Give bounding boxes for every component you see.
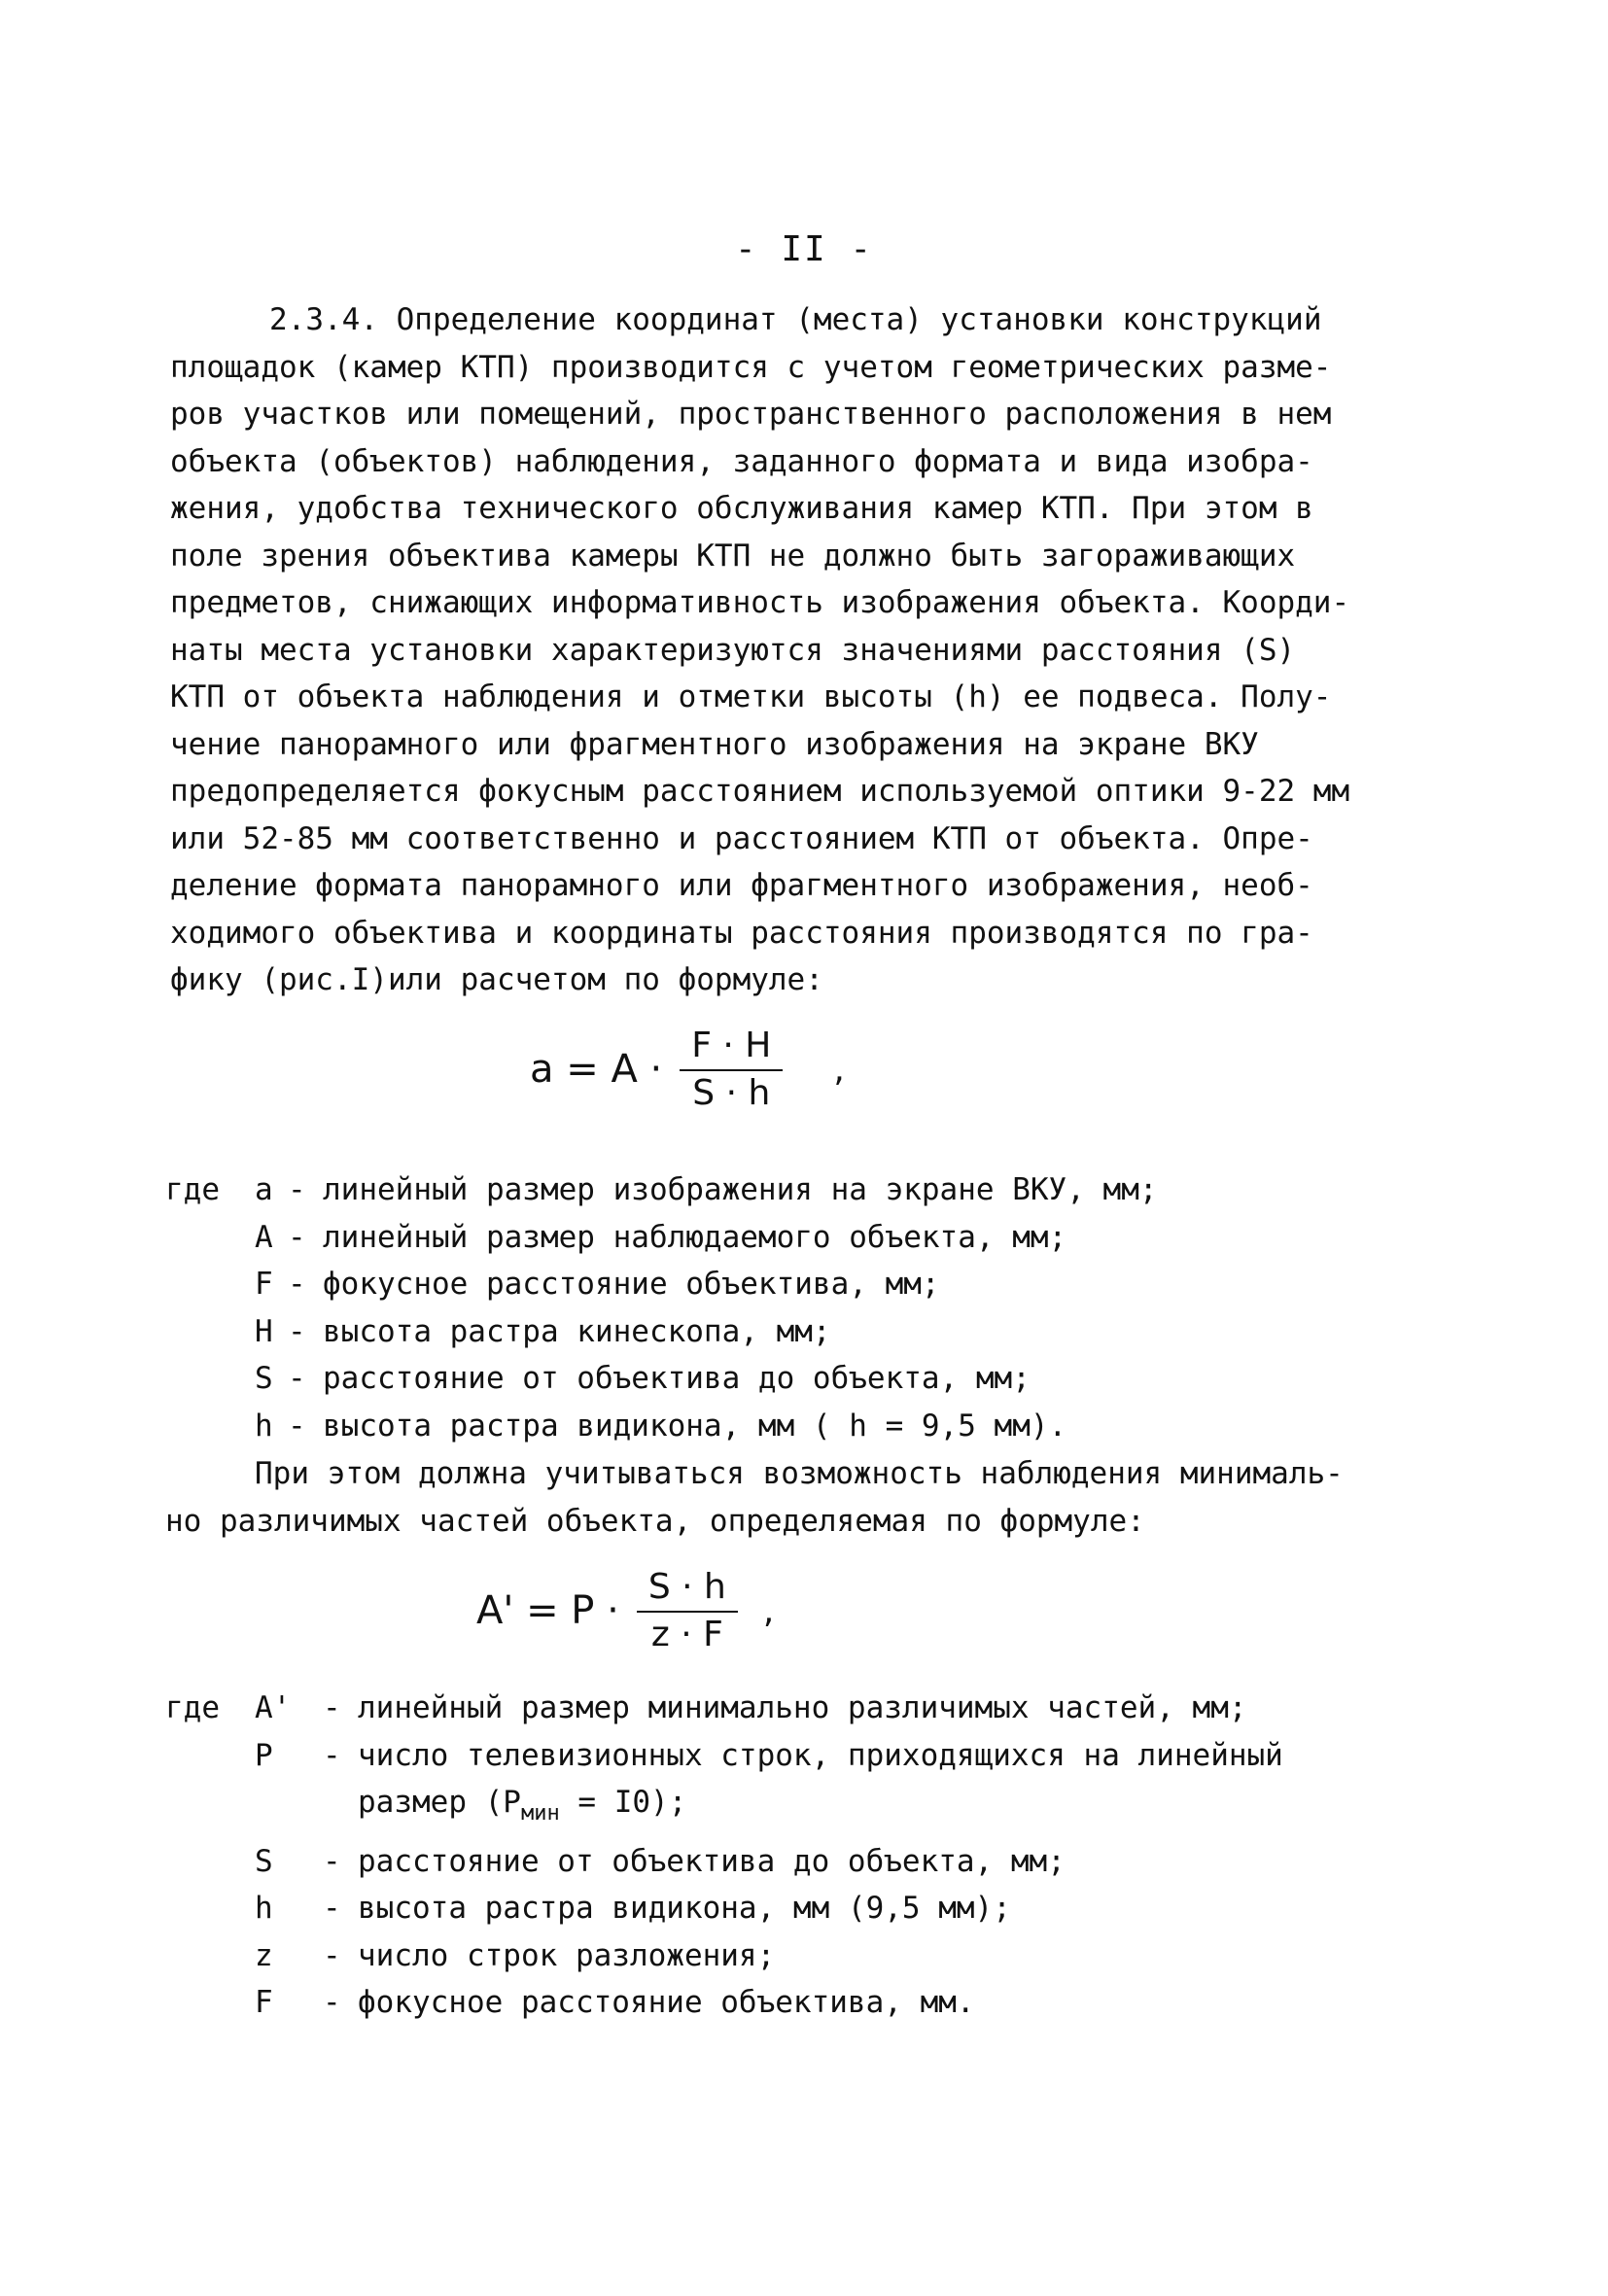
definition-row: h - высота растра видикона, мм (9,5 мм); — [165, 1885, 1283, 1932]
formula-2 — [476, 1567, 774, 1654]
definition-symbol: S — [255, 1361, 273, 1396]
definition-symbol: H — [255, 1313, 273, 1349]
formula-denominator: z · F — [650, 1615, 723, 1654]
definition-text: размер $(P_{мин} = I0)$; — [358, 1785, 687, 1826]
definition-row: z - число строк разложения; — [165, 1932, 1283, 1980]
text-line: объекта (объектов) наблюдения, заданного формата и вида изобра- — [170, 443, 1313, 479]
definition-text: число строк разложения; — [358, 1937, 776, 1973]
definition-symbol: P — [255, 1737, 273, 1773]
text-line: деление формата панорамного или фрагментного изображения, необ- — [170, 868, 1313, 903]
definition-symbol: z — [255, 1937, 273, 1973]
text-line: предметов, снижающих информативность изображения объекта. Коорди- — [170, 585, 1350, 620]
text-line: При этом должна учитываться возможность наблюдения минималь- — [255, 1456, 1344, 1491]
formula-fraction — [680, 1026, 783, 1113]
definition-row: S - расстояние от объектива до объекта, мм; — [165, 1355, 1158, 1403]
text-line: чение панорамного или фрагментного изображения на экране ВКУ — [170, 726, 1259, 762]
formula-lhs: a = A · — [530, 1047, 663, 1092]
formula-numerator: S · h — [637, 1567, 738, 1613]
definition-prefix: где — [165, 1690, 220, 1725]
definition-text: линейный размер изображения на экране ВКУ, мм; — [323, 1172, 1158, 1207]
text-line: поле зрения объектива камеры КТП не должно быть загораживающих — [170, 538, 1296, 574]
formula-fraction — [637, 1567, 738, 1654]
formula-punct: , — [833, 1049, 845, 1090]
text-line: фику (рис.I)или расчетом по формуле: — [170, 962, 823, 997]
definition-text: фокусное расстояние объектива, мм; — [323, 1267, 940, 1302]
definitions-2 — [165, 1685, 1283, 2027]
definition-text: расстояние от объектива до объекта, мм; — [358, 1843, 1066, 1879]
definition-row: F - фокусное расстояние объектива, мм. — [165, 1979, 1283, 2027]
text-line: ров участков или помещений, пространственного расположения в нем — [170, 397, 1332, 432]
definition-row: h - высота растра видикона, мм ( h = 9,5 мм). — [165, 1403, 1158, 1450]
formula-1 — [530, 1026, 845, 1113]
text-line: наты места установки характеризуются значениями расстояния (S) — [170, 632, 1296, 668]
definition-symbol: S — [255, 1843, 273, 1879]
definition-prefix: где — [165, 1172, 220, 1207]
subscript: мин — [520, 1801, 560, 1826]
definition-text: число телевизионных строк, приходящихся на линейный — [358, 1737, 1283, 1773]
definition-text: линейный размер минимально различимых частей, мм; — [358, 1690, 1247, 1725]
definition-symbol: h — [255, 1891, 273, 1926]
definition-text: высота растра кинескопа, мм; — [323, 1313, 831, 1349]
definition-text: высота растра видикона, мм ( h = 9,5 мм). — [323, 1408, 1067, 1444]
definition-symbol: F — [255, 1267, 273, 1302]
definition-symbol: A — [255, 1219, 273, 1255]
text-line: или 52-85 мм соответственно и расстоянием КТП от объекта. Опре- — [170, 820, 1313, 856]
definition-symbol — [255, 1779, 323, 1838]
page-number: - II - — [734, 229, 874, 269]
definition-row: F - фокусное расстояние объектива, мм; — [165, 1261, 1158, 1308]
formula-denominator: S · h — [692, 1073, 771, 1113]
text-line: площадок (камер КТП) производится с учетом геометрических разме- — [170, 349, 1332, 385]
definition-symbol: a — [255, 1172, 273, 1207]
definition-row: A - линейный размер наблюдаемого объекта, мм; — [165, 1214, 1158, 1262]
formula-punct: , — [762, 1590, 775, 1631]
text-line: но различимых частей объекта, определяемая по формуле: — [165, 1503, 1145, 1539]
definition-symbol: h — [255, 1408, 273, 1444]
definition-row — [165, 1779, 1283, 1838]
definition-text: линейный размер наблюдаемого объекта, мм; — [323, 1219, 1067, 1255]
definition-row: S - расстояние от объектива до объекта, мм; — [165, 1838, 1283, 1886]
text-line: жения, удобства технического обслуживания камер КТП. При этом в — [170, 491, 1313, 526]
definition-row: H - высота растра кинескопа, мм; — [165, 1308, 1158, 1356]
definition-text: расстояние от объектива до объекта, мм; — [323, 1361, 1031, 1396]
text-line: предопределяется фокусным расстоянием используемой оптики 9-22 мм — [170, 774, 1350, 809]
definition-row: P - число телевизионных строк, приходящихся на линейный — [165, 1732, 1283, 1780]
text-line: 2.3.4. Определение координат (места) установки конструкций — [269, 302, 1322, 337]
text-line: КТП от объекта наблюдения и отметки высоты (h) ее подвеса. Полу- — [170, 679, 1332, 714]
definition-row: где A' - линейный размер минимально различимых частей, мм; — [165, 1685, 1283, 1732]
definition-symbol: A' — [255, 1690, 292, 1725]
definitions-1 — [165, 1166, 1158, 1449]
definition-text: фокусное расстояние объектива, мм. — [358, 1985, 975, 2020]
definition-row: где a - линейный размер изображения на экране ВКУ, мм; — [165, 1166, 1158, 1214]
definition-symbol: F — [255, 1985, 273, 2020]
definition-text: высота растра видикона, мм (9,5 мм); — [358, 1891, 1011, 1926]
paragraph-1 — [170, 296, 1434, 1004]
formula-numerator: F · H — [680, 1026, 783, 1071]
text-line: ходимого объектива и координаты расстояния производятся по гра- — [170, 915, 1313, 951]
paragraph-2 — [165, 1450, 1429, 1545]
formula-lhs: A' = P · — [476, 1588, 619, 1633]
